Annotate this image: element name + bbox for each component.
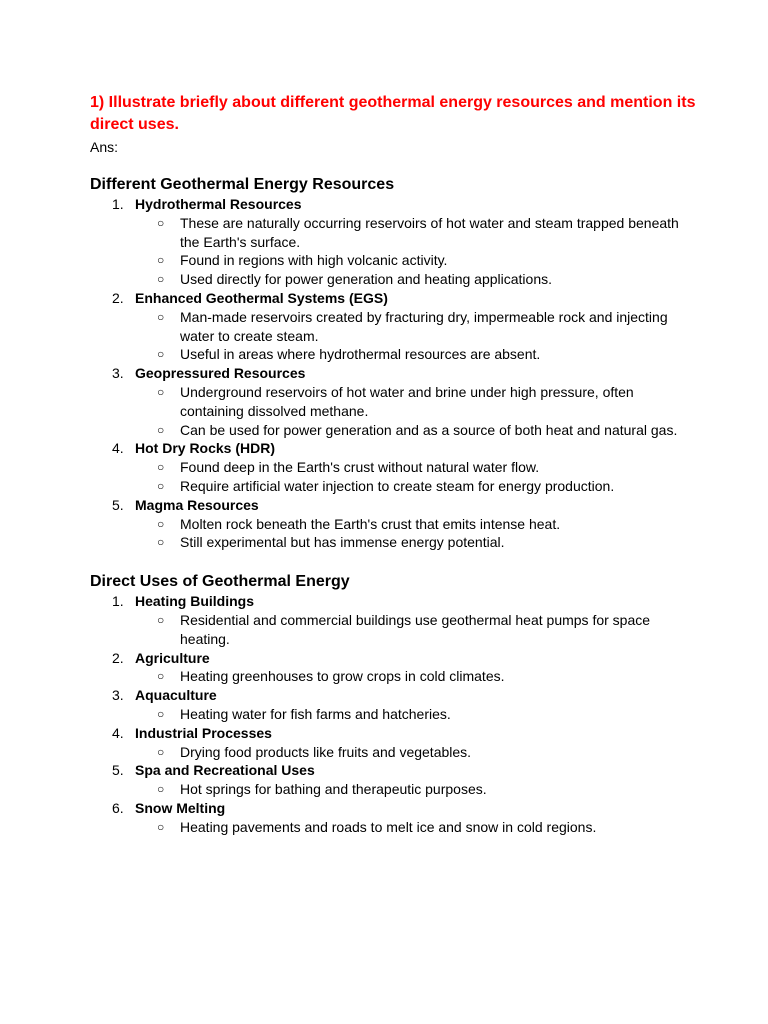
- sub-list-item: [135, 383, 700, 421]
- resources-heading: Different Geothermal Energy Resources: [90, 176, 395, 193]
- list-item: [90, 686, 700, 724]
- hollow-bullet-icon: ○: [157, 516, 165, 531]
- sub-list-item: [135, 705, 700, 724]
- list-item: [90, 195, 700, 289]
- sub-item-text: These are naturally occurring reservoirs of hot water and steam trapped beneath the Earth's surface.: [180, 214, 679, 250]
- sub-list-item: [135, 667, 700, 686]
- item-number: 1.: [112, 593, 124, 610]
- list-item: [90, 592, 700, 648]
- hollow-bullet-icon: ○: [157, 384, 165, 399]
- item-title: Hydrothermal Resources: [135, 196, 302, 212]
- sub-list: [135, 383, 700, 439]
- item-number: 4.: [112, 724, 124, 741]
- sub-list-item: [135, 477, 700, 496]
- sub-list-item: [135, 458, 700, 477]
- item-title: Snow Melting: [135, 799, 226, 816]
- sub-list: [135, 611, 700, 649]
- item-number: 5.: [112, 762, 124, 779]
- sub-item-text: Used directly for power generation and heating applications.: [180, 271, 553, 288]
- sub-list-item: [135, 421, 700, 440]
- hollow-bullet-icon: ○: [157, 612, 165, 627]
- hollow-bullet-icon: ○: [157, 253, 165, 268]
- item-title: Geopressured Resources: [135, 365, 306, 382]
- hollow-bullet-icon: ○: [157, 215, 165, 230]
- sub-list-item: [135, 515, 700, 534]
- sub-list: [135, 743, 700, 762]
- sub-list-item: [135, 270, 700, 289]
- item-title: Magma Resources: [135, 496, 259, 513]
- sub-item-text: Require artificial water injection to create steam for energy production.: [180, 477, 615, 494]
- sub-list-item: [135, 251, 700, 270]
- hollow-bullet-icon: ○: [157, 819, 165, 834]
- list-item: [90, 724, 700, 762]
- sub-item-text: Man-made reservoirs created by fracturing dry, impermeable rock and injecting water to create steam.: [180, 308, 668, 344]
- list-item: [90, 289, 700, 364]
- hollow-bullet-icon: ○: [157, 478, 165, 493]
- list-item: [90, 364, 700, 439]
- item-number: 3.: [112, 365, 124, 382]
- item-title: Agriculture: [135, 649, 210, 666]
- sub-list-item: [135, 533, 700, 552]
- sub-item-text: Residential and commercial buildings use geothermal heat pumps for space heating.: [180, 611, 651, 647]
- list-item: [90, 649, 700, 687]
- hollow-bullet-icon: ○: [157, 422, 165, 437]
- sub-list: [135, 705, 700, 724]
- item-title: Aquaculture: [135, 687, 217, 704]
- hollow-bullet-icon: ○: [157, 309, 165, 324]
- hollow-bullet-icon: ○: [157, 535, 165, 550]
- sub-list: [135, 780, 700, 799]
- sub-list-item: [135, 780, 700, 799]
- hollow-bullet-icon: ○: [157, 460, 165, 475]
- sub-list-item: [135, 214, 700, 252]
- hollow-bullet-icon: ○: [157, 706, 165, 721]
- sub-item-text: Found in regions with high volcanic activity.: [180, 252, 448, 269]
- list-item: [90, 761, 700, 799]
- sub-item-text: Heating greenhouses to grow crops in cold climates.: [180, 668, 505, 685]
- sub-list-item: [135, 345, 700, 364]
- item-number: 4.: [112, 440, 124, 457]
- sub-item-text: Hot springs for bathing and therapeutic purposes.: [180, 781, 487, 798]
- sub-item-text: Drying food products like fruits and vegetables.: [180, 743, 472, 760]
- sub-list: [135, 308, 700, 364]
- sub-list: [135, 667, 700, 686]
- item-title: Spa and Recreational Uses: [135, 762, 315, 779]
- sub-item-text: Still experimental but has immense energy potential.: [180, 534, 505, 551]
- sub-item-text: Molten rock beneath the Earth's crust that emits intense heat.: [180, 515, 561, 532]
- hollow-bullet-icon: ○: [157, 744, 165, 759]
- sub-list: [135, 458, 700, 496]
- item-number: 2.: [112, 289, 124, 306]
- list-item: [90, 439, 700, 495]
- item-number: 5.: [112, 496, 124, 513]
- sub-list-item: [135, 743, 700, 762]
- sub-list: [135, 515, 700, 553]
- answer-label: Ans:: [90, 139, 119, 155]
- sub-item-text: Can be used for power generation and as a source of both heat and natural gas.: [180, 421, 678, 438]
- sub-item-text: Underground reservoirs of hot water and brine under high pressure, often containing dissolved methane.: [180, 383, 634, 419]
- uses-list: [90, 592, 700, 836]
- sub-list-item: [135, 611, 700, 649]
- list-item: [90, 496, 700, 552]
- item-number: 1.: [112, 196, 124, 212]
- sub-list-item: [135, 308, 700, 346]
- document-page: [90, 92, 700, 837]
- item-title: Hot Dry Rocks (HDR): [135, 440, 276, 457]
- sub-item-text: Useful in areas where hydrothermal resources are absent.: [180, 346, 541, 363]
- hollow-bullet-icon: ○: [157, 782, 165, 797]
- hollow-bullet-icon: ○: [157, 347, 165, 362]
- hollow-bullet-icon: ○: [157, 272, 165, 287]
- sub-item-text: Heating water for fish farms and hatcheries.: [180, 705, 451, 722]
- hollow-bullet-icon: ○: [157, 669, 165, 684]
- sub-item-text: Found deep in the Earth's crust without natural water flow.: [180, 459, 540, 476]
- resources-list: [90, 195, 700, 552]
- item-title: Industrial Processes: [135, 724, 272, 741]
- sub-list: [135, 214, 700, 289]
- sub-list: [135, 818, 700, 837]
- sub-list-item: [135, 818, 700, 837]
- uses-heading: Direct Uses of Geothermal Energy: [90, 573, 350, 591]
- item-title: Enhanced Geothermal Systems (EGS): [135, 289, 388, 306]
- item-number: 3.: [112, 687, 124, 704]
- sub-item-text: Heating pavements and roads to melt ice and snow in cold regions.: [180, 818, 597, 835]
- item-number: 6.: [112, 799, 124, 816]
- question-text: 1) Illustrate briefly about different geothermal energy resources and mention its direct uses.: [90, 94, 696, 133]
- list-item: [90, 799, 700, 837]
- item-number: 2.: [112, 649, 124, 666]
- item-title: Heating Buildings: [135, 593, 254, 610]
